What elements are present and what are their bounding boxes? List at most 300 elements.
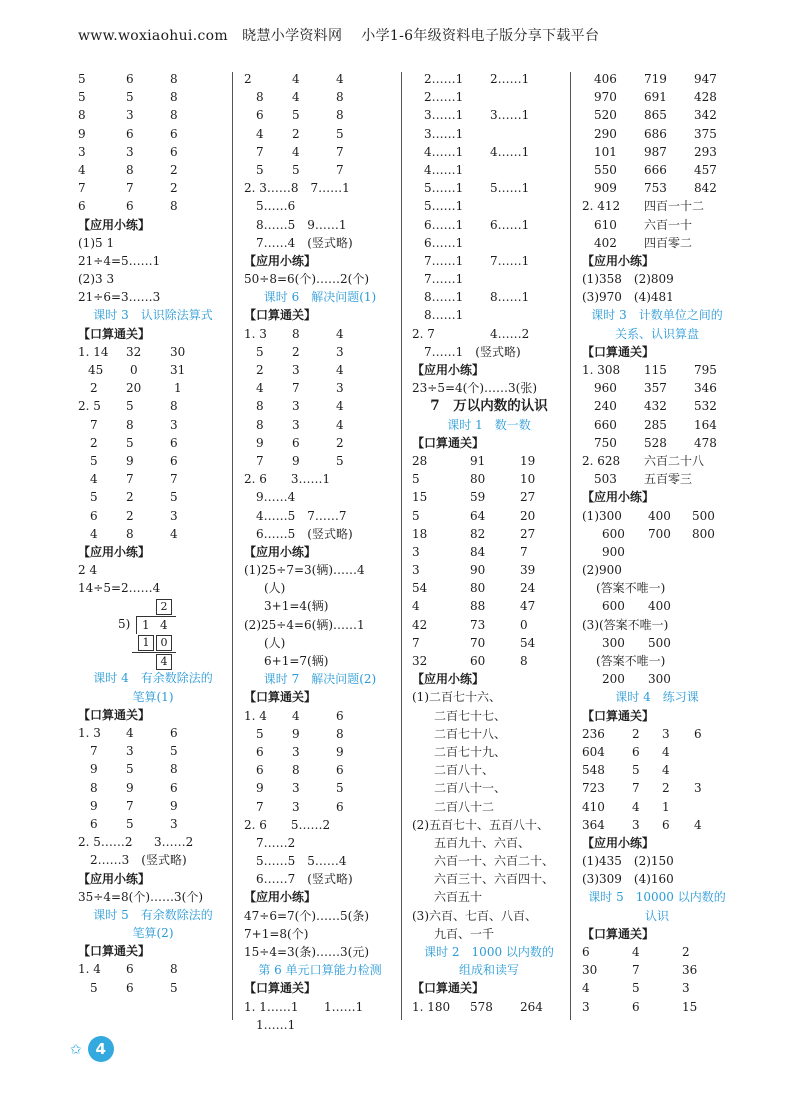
answer-row: 610 六百一十 [594, 217, 693, 232]
section-label: 【口算通关】 [582, 926, 655, 941]
answer-cell: 8 [292, 763, 300, 778]
answer-cell: 27 [520, 526, 536, 541]
answer-row [412, 452, 566, 470]
answer-cell: 5 [90, 490, 98, 505]
answer-cell: 73 [470, 617, 486, 632]
answer-cell: 82 [470, 526, 486, 541]
answer-row: 1. 180 578 264 [412, 999, 543, 1014]
answer-cell: 8 [256, 399, 264, 414]
answer-cell: 6 [582, 945, 590, 959]
answer-cell: 9 [336, 744, 344, 759]
answer-row [582, 361, 732, 379]
column-divider [401, 72, 402, 1020]
answer-line: 7+1=8(个) [244, 926, 309, 941]
answer-cell: 987 [644, 144, 667, 159]
answer-row [412, 234, 566, 252]
answer-cell: 1. 308 [582, 363, 621, 377]
answer-cell: 7 [632, 963, 640, 978]
section-label: 【应用小练】 [78, 871, 151, 886]
answer-cell: 4 [662, 744, 670, 759]
divisor: 5) [118, 617, 131, 632]
answer-cell: 5 [256, 344, 264, 359]
answer-cell: 5 [126, 399, 134, 414]
answer-cell: 60 [470, 654, 486, 668]
answer-cell: 6 [170, 726, 178, 740]
answer-cell: 8 [170, 90, 178, 105]
section-label: 【应用小练】 [78, 544, 151, 559]
answer-cell: 5 [336, 781, 344, 796]
answer-cell: 3 [126, 144, 134, 159]
answer-cell: 6 [126, 199, 134, 214]
answer-cell: 4 [78, 162, 86, 177]
answer-cell: 8 [336, 108, 344, 123]
answer-row: 2. 5……2 3……2 [78, 835, 194, 850]
lesson-title: 课时 3 计数单位之间的 [591, 308, 723, 323]
answer-row [78, 815, 228, 833]
answer-cell: 3 [292, 399, 300, 414]
answer-cell: 2……1 [490, 72, 530, 86]
answer-cell: 4 [632, 799, 640, 814]
answer-cell: 2. 5 [78, 399, 101, 414]
answer-row [412, 488, 566, 506]
answer-row [582, 143, 732, 161]
page-header [78, 25, 599, 45]
answer-cell: 6 [126, 962, 134, 977]
answer-cell: 432 [644, 399, 667, 414]
answer-cell: 4 [412, 599, 420, 614]
answer-cell: 6 [336, 763, 344, 778]
lesson-title: 课时 6 解决问题(1) [263, 290, 377, 305]
long-division-diagram [118, 597, 228, 669]
answer-line: 6……5 (竖式略) [256, 526, 353, 541]
answer-row [582, 816, 732, 834]
answer-cell: 3……1 [424, 126, 464, 141]
answer-cell: 27 [520, 490, 536, 505]
answer-cell: 5 [170, 744, 178, 759]
answer-cell: 115 [644, 363, 667, 377]
answer-cell: 4 [336, 326, 344, 341]
answer-row [244, 743, 396, 761]
answer-cell: 28 [412, 453, 428, 468]
answer-cell: 9 [90, 798, 98, 813]
answer-cell: 54 [412, 581, 428, 596]
answer-line: (答案不唯一) [596, 581, 666, 596]
answer-line: 六百五十 [434, 890, 483, 905]
answer-row [412, 106, 566, 124]
answer-cell: 30 [582, 963, 598, 978]
answer-cell: 4……1 [490, 144, 530, 159]
answer-row [78, 779, 228, 797]
answer-line: (2)3 3 [78, 272, 115, 287]
answer-cell: 2 [292, 344, 300, 359]
column-divider [232, 72, 233, 1020]
answer-row: 402 四百零二 [594, 235, 693, 250]
answer-cell: 8 [336, 90, 344, 105]
answer-line: 6+1=7(辆) [264, 654, 329, 668]
answer-line: (3)六百、七百、八百、 [412, 908, 537, 923]
answer-cell: 3 [336, 381, 344, 396]
answer-row [244, 70, 396, 88]
lesson-title: 关系、认识算盘 [614, 326, 699, 341]
answer-cell: 6 [256, 744, 264, 759]
lesson-title: 课时 5 有余数除法的 [93, 907, 213, 922]
answer-cell: 19 [520, 453, 536, 468]
answer-cell: 3……1 [424, 108, 464, 123]
answer-cell: 4 [336, 399, 344, 414]
section-label: 【口算通关】 [244, 308, 317, 323]
answer-row [582, 397, 732, 415]
answer-cell: 6……1 [424, 235, 464, 250]
dividend-digit: 1 [142, 618, 150, 633]
answer-cell: 80 [470, 581, 486, 596]
answer-cell: 5 [90, 453, 98, 468]
answer-row [582, 161, 732, 179]
answer-row [582, 179, 732, 197]
answer-cell: 4 [90, 472, 98, 487]
answer-row: 45 0 31 [88, 363, 186, 377]
answer-cell: 101 [594, 144, 617, 159]
answer-cell: 7 [126, 181, 134, 196]
answer-cell: 1 [662, 799, 670, 814]
answer-line: 21÷6=3……3 [78, 290, 161, 305]
answer-cell: 6 [170, 780, 178, 795]
answer-row [78, 143, 228, 161]
answer-row [244, 379, 396, 397]
answer-line: 二百七十七、 [434, 708, 507, 723]
answer-cell: 5 [256, 162, 264, 177]
answer-cell: 719 [644, 72, 667, 86]
answer-row [244, 125, 396, 143]
answer-cell: 3 [582, 999, 590, 1014]
column-divider [570, 72, 571, 1020]
answer-row [412, 634, 566, 652]
answer-cell: 4 [336, 72, 344, 86]
answer-cell: 520 [594, 108, 617, 123]
dividend-digit: 4 [160, 618, 168, 633]
answer-cell: 7 [126, 798, 134, 813]
answer-row [582, 761, 732, 779]
answer-cell: 2 [662, 781, 670, 796]
answer-cell: 47 [520, 599, 536, 614]
answer-cell: 8 [126, 162, 134, 177]
answer-cell: 70 [470, 635, 486, 650]
answer-cell: 3 [292, 417, 300, 432]
answer-row [78, 760, 228, 778]
answer-row: (1)300 400 500 [582, 508, 715, 523]
answer-cell: 5 [78, 90, 86, 105]
answer-cell: 6 [170, 435, 178, 450]
answer-row [582, 416, 732, 434]
answer-row [78, 470, 228, 488]
answer-line: 五百九十、六百、 [434, 835, 531, 850]
answer-row [244, 106, 396, 124]
answer-row [244, 161, 396, 179]
answer-row [582, 379, 732, 397]
answer-cell: 1. 4 [244, 708, 267, 723]
answer-cell: 4 [292, 708, 300, 723]
answer-cell: 4 [256, 126, 264, 141]
answer-cell: 4 [292, 144, 300, 159]
answer-cell: 5 [336, 126, 344, 141]
section-label: 【应用小练】 [244, 890, 317, 905]
answer-row [412, 143, 566, 161]
answer-line: (3)(答案不唯一) [582, 617, 669, 632]
answer-row [78, 88, 228, 106]
answer-cell: 80 [470, 472, 486, 487]
answer-cell: 4 [90, 526, 98, 541]
section-label: 【应用小练】 [244, 253, 317, 268]
answer-cell: 18 [412, 526, 428, 541]
answer-row [412, 252, 566, 270]
answer-cell: 9 [256, 781, 264, 796]
answer-cell: 2……1 [424, 72, 464, 86]
page-number: 4 [88, 1036, 114, 1062]
answer-cell: 5 [292, 108, 300, 123]
answer-cell: 8 [170, 399, 178, 414]
answer-cell: 5 [170, 490, 178, 505]
answer-row [412, 88, 566, 106]
lesson-title: 课时 4 练习课 [615, 690, 699, 705]
answer-row [412, 161, 566, 179]
answer-line: (1)5 1 [78, 235, 115, 250]
answer-cell: 7 [90, 744, 98, 759]
answer-cell: 6 [126, 980, 134, 995]
answer-cell: 8 [170, 199, 178, 214]
answer-cell: 6 [256, 108, 264, 123]
answer-cell: 3 [292, 799, 300, 814]
answer-cell: 7 [520, 544, 528, 559]
answer-cell: 4 [662, 763, 670, 778]
answer-cell: 7……1 [490, 253, 530, 268]
answer-cell: 691 [644, 90, 667, 105]
answer-cell: 15 [682, 999, 698, 1014]
answer-cell: 24 [520, 581, 536, 596]
answer-cell: 8 [256, 90, 264, 105]
answer-row [412, 616, 566, 634]
answer-row: 600 400 [602, 599, 671, 614]
lesson-title: 笔算(1) [132, 689, 174, 704]
answer-line: (2)25÷4=6(辆)……1 [244, 617, 365, 632]
answer-line: 2 4 [78, 563, 98, 578]
answer-cell: 7 [256, 799, 264, 814]
answer-cell: 6……1 [490, 217, 530, 232]
answer-cell: 457 [694, 162, 717, 177]
answer-line: 14÷5=2……4 [78, 581, 161, 596]
answer-cell: 375 [694, 126, 717, 141]
answer-row: 1. 1……1 1……1 [244, 999, 364, 1014]
answer-line: 二百八十、 [434, 763, 495, 778]
answer-cell: 686 [644, 126, 667, 141]
answer-cell: 909 [594, 181, 617, 196]
answer-cell: 4……1 [424, 144, 464, 159]
answer-cell: 5 [90, 980, 98, 995]
answer-line: (1)二百七十六、 [412, 690, 501, 705]
answer-cell: 8 [170, 962, 178, 977]
section-label: 【应用小练】 [244, 544, 317, 559]
answer-line: 6……7 (竖式略) [256, 872, 353, 887]
answer-line: 六百三十、六百四十、 [434, 872, 555, 887]
answer-cell: 5 [336, 453, 344, 468]
answer-cell: 32 [412, 654, 428, 668]
answer-row: 2. 7 4……2 [412, 326, 530, 341]
answer-cell: 59 [470, 490, 486, 505]
answer-row [582, 88, 732, 106]
answer-cell: 2 [170, 162, 178, 177]
answer-row [412, 597, 566, 615]
answer-line: 5……5 5……4 [256, 854, 347, 869]
answer-cell: 7 [292, 381, 300, 396]
answer-cell: 4 [126, 726, 134, 740]
answer-row [582, 961, 732, 979]
answer-row [244, 452, 396, 470]
answer-line: (2)900 [582, 563, 622, 578]
answer-cell: 88 [470, 599, 486, 614]
answer-line: 二百七十八、 [434, 726, 507, 741]
answer-cell: 753 [644, 181, 667, 196]
unit-test-title: 第 6 单元口算能力检测 [258, 963, 382, 978]
answer-cell: 6 [126, 126, 134, 141]
answer-cell: 8……1 [424, 308, 464, 323]
answer-cell: 410 [582, 799, 605, 814]
answer-cell: 7 [632, 781, 640, 796]
answer-row: 2. 628 六百二十八 [582, 453, 705, 468]
answer-line: (3)309 (4)160 [582, 872, 674, 887]
section-label: 【口算通关】 [412, 981, 485, 996]
answer-cell: 64 [470, 508, 486, 523]
answer-cell: 36 [682, 963, 698, 978]
answer-cell: 4 [170, 526, 178, 541]
answer-cell: 2 [90, 435, 98, 450]
answer-cell: 20 [520, 508, 536, 523]
lesson-title: 课时 1 数一数 [447, 417, 531, 432]
answer-cell: 660 [594, 417, 617, 432]
answer-row [582, 106, 732, 124]
answer-column-1 [78, 70, 228, 997]
answer-row [412, 470, 566, 488]
answer-cell: 6 [292, 435, 300, 450]
answer-cell: 0 [520, 617, 528, 632]
answer-row [582, 434, 732, 452]
answer-row [412, 652, 566, 670]
answer-cell: 428 [694, 90, 717, 105]
answer-line: (答案不唯一) [596, 654, 666, 668]
answer-row [78, 507, 228, 525]
answer-cell: 7 [170, 472, 178, 487]
answer-cell: 42 [412, 617, 428, 632]
answer-cell: 6 [336, 708, 344, 723]
answer-cell: 342 [694, 108, 717, 123]
answer-cell: 5 [126, 762, 134, 777]
page-footer [70, 1036, 114, 1062]
answer-cell: 6 [170, 144, 178, 159]
answer-cell: 550 [594, 162, 617, 177]
answer-cell: 9 [292, 453, 300, 468]
answer-cell: 4 [256, 381, 264, 396]
section-label: 【应用小练】 [412, 672, 485, 687]
answer-row [78, 125, 228, 143]
answer-row [244, 397, 396, 415]
site-name: 晓慧小学资料网 [242, 28, 343, 44]
answer-row [412, 179, 566, 197]
product-box: 1 [138, 635, 154, 651]
answer-cell: 960 [594, 381, 617, 396]
answer-cell: 604 [582, 744, 605, 759]
answer-row [412, 543, 566, 561]
answer-line: 9……4 [256, 490, 296, 505]
unit-title: 7 万以内数的认识 [430, 398, 548, 415]
section-label: 【口算通关】 [78, 707, 151, 722]
answer-cell: 6 [662, 817, 670, 832]
answer-line: 六百一十、六百二十、 [434, 854, 555, 869]
answer-row: 600 700 800 [602, 526, 715, 541]
answer-row [244, 343, 396, 361]
answer-line: 5……6 [256, 199, 296, 214]
answer-cell: 7 [90, 417, 98, 432]
answer-row [582, 998, 732, 1016]
answer-cell: 795 [694, 363, 717, 377]
answer-cell: 750 [594, 435, 617, 450]
answer-cell: 9 [126, 780, 134, 795]
section-label: 【口算通关】 [412, 435, 485, 450]
answer-cell: 2……1 [424, 90, 464, 105]
site-url: www.woxiaohui.com [78, 28, 228, 44]
answer-line: 二百七十九、 [434, 744, 507, 759]
answer-row [582, 779, 732, 797]
section-label: 【口算通关】 [78, 944, 151, 959]
answer-cell: 7 [412, 635, 420, 650]
answer-cell: 5 [256, 726, 264, 741]
answer-cell: 8 [520, 654, 528, 668]
answer-cell: 7 [336, 144, 344, 159]
answer-cell: 723 [582, 781, 605, 796]
answer-row [244, 325, 396, 343]
answer-row [78, 179, 228, 197]
answer-cell: 2 [292, 126, 300, 141]
answer-line: (人) [264, 581, 286, 596]
answer-cell: 4……1 [424, 162, 464, 177]
answer-cell: 6 [78, 199, 86, 214]
lesson-title: 笔算(2) [132, 926, 174, 941]
answer-cell: 6 [126, 72, 134, 86]
answer-cell: 4 [292, 72, 300, 86]
section-label: 【应用小练】 [412, 363, 485, 377]
answer-cell: 6 [336, 799, 344, 814]
answer-cell: 3 [632, 817, 640, 832]
answer-cell: 8 [170, 108, 178, 123]
answer-cell: 7……1 [424, 253, 464, 268]
answer-line: 7……4 (竖式略) [256, 235, 353, 250]
answer-cell: 8 [336, 726, 344, 741]
answer-cell: 528 [644, 435, 667, 450]
answer-cell: 2 [126, 508, 134, 523]
site-slogan: 小学1-6年级资料电子版分享下载平台 [361, 28, 600, 44]
answer-cell: 3 [336, 344, 344, 359]
answer-cell: 1. 3 [78, 726, 101, 740]
answer-cell: 8 [170, 72, 178, 86]
answer-cell: 548 [582, 763, 605, 778]
answer-cell: 9 [256, 435, 264, 450]
answer-row [582, 743, 732, 761]
answer-cell: 240 [594, 399, 617, 414]
lesson-title: 课时 3 认识除法算式 [93, 308, 213, 323]
answer-row [412, 306, 566, 324]
answer-line: (1)435 (2)150 [582, 854, 674, 869]
answer-row: 503 五百零三 [594, 472, 693, 487]
answer-line: 二百八十二 [434, 799, 495, 814]
answer-line: 2. 6 5……2 [244, 817, 331, 832]
answer-line: 2. 6 3……1 [244, 472, 331, 487]
answer-cell: 3 [412, 544, 420, 559]
